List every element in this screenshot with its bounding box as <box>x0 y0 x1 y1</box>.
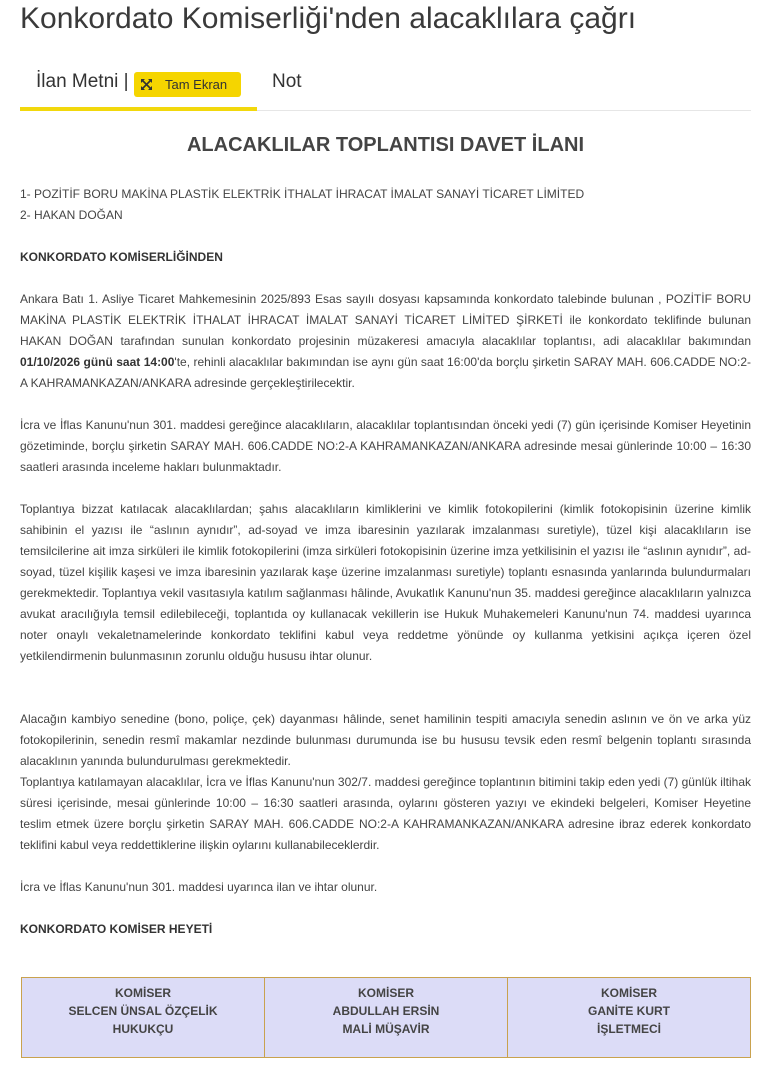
commissioner-title: HUKUKÇU <box>112 1022 174 1036</box>
paragraph-bills: Alacağın kambiyo senedine (bono, poliçe, çek) dayanması hâlinde, senet hamilinin tespiti amacıyla senedin aslının ve ön ve arka yüz fotokopilerinin, senedin resmî makamlar nezdinde bulunması durumunda ise bu hususu tevsik eden resmî belgenin toplantı sırasında alacaklının yanında bulundurulması gerekmektedir. <box>20 712 751 768</box>
commissioner-cell <box>265 978 508 1058</box>
tab-note[interactable]: Not <box>272 71 302 92</box>
commissioner-role: KOMİSER <box>357 986 414 1000</box>
document-heading: ALACAKLILAR TOPLANTISI DAVET İLANI <box>186 134 585 156</box>
page-title: Konkordato Komiserliği'nden alacaklılara çağrı <box>20 2 637 35</box>
meeting-datetime: 01/10/2026 günü saat 14:00 <box>20 355 175 369</box>
commissioner-cell <box>508 978 751 1058</box>
party-item: 2- HAKAN DOĞAN <box>20 208 123 222</box>
commissioner-name: ABDULLAH ERSİN <box>332 1004 440 1018</box>
commissioner-cell <box>22 978 265 1058</box>
paragraph-attendance: Toplantıya bizzat katılacak alacaklılardan; şahıs alacaklıların kimliklerini ve kimlik fotokopilerini (kimlik fotokopisinin üzerine kimlik sahibinin el yazısı ile “aslının aynıdır”, ad-soyad ve imza ibaresinin yazılarak imzalanması suretiyle), tüzel kişi alacaklıların ise temsilcilerine ait imza sirküleri ile kimlik fotokopilerini (imza sirküleri fotokopisinin üzerine imza yetkilisinin el yazısı ile “aslının aynıdır”, ad-soyad, tüzel kişilik kaşesi ve imza ibaresinin yazılarak kaşe üzerine imzalanması suretiyle) toplantı esnasında yanlarında bulundurmaları gerekmektedir. Toplantıya vekil vasıtasıyla katılım sağlanması hâlinde, Avukatlık Kanunu'nun 35. maddesi gereğince alacaklıların yalnızca avukat aracılığıyla temsil edilebileceği, toplantıda oy kullanacak vekillerin ise Hukuk Muhakemeleri Kanunu'nun 74. maddesi uyarınca noter onaylı vekaletnamelerinde konkordato teklifini kabul veya reddetme yönünde oy kullanma yetkisini açıkça içeren özel yetkilendirmenin bulunmasının zorunlu olduğu hususu ihtar olunur. <box>20 502 751 663</box>
paragraph-absentees: Toplantıya katılamayan alacaklılar, İcra ve İflas Kanunu'nun 302/7. maddesi gereğince toplantının bitimini takip eden yedi (7) günlük iltihak süresi içerisinde, mesai günlerinde 10:00 – 16:30 saatleri arasında, oylarını gösteren yazıyı ve ekindeki belgeleri, Komiser Heyetine teslim etmek üzere borçlu şirketin SARAY MAH. 606.CADDE NO:2-A KAHRAMANKAZAN/ANKARA adresine ibraz ederek konkordato teklifini kabul veya reddettiklerine ilişkin oylarını kullanabileceklerdir. <box>20 775 751 852</box>
tab-ilan-metni[interactable] <box>20 62 257 111</box>
fullscreen-button[interactable] <box>134 72 241 97</box>
paragraph-meeting-date: Ankara Batı 1. Asliye Ticaret Mahkemesinin 2025/893 Esas sayılı dosyası kapsamında konkordato talebinde bulunan , POZİTİF BORU MAKİNA PLASTİK ELEKTRİK İTHALAT İHRACAT İMALAT SANAYİ TİCARET LİMİTED ŞİRKETİ ile konkordato teklifinde bulunan HAKAN DOĞAN tarafından sunulan konkordato projesinin müzakeresi amacıyla alacaklılar toplantısı, adi alacaklılar bakımından 01/10/2026 günü saat 14:00'te, rehinli alacaklılar bakımından ise aynı gün saat 16:00'da borçlu şirketin SARAY MAH. 606.CADDE NO:2-A KAHRAMANKAZAN/ANKARA adresinde gerçekleştirilecektir. <box>20 292 751 390</box>
section-title: KONKORDATO KOMİSERLİĞİNDEN <box>20 250 223 264</box>
table-row <box>22 978 751 1058</box>
paragraph-notice: İcra ve İflas Kanunu'nun 301. maddesi uyarınca ilan ve ihtar olunur. <box>20 880 378 894</box>
expand-arrows-icon <box>140 78 153 91</box>
tab-ilan-metni-label: İlan Metni | <box>36 71 129 92</box>
board-title: KONKORDATO KOMİSER HEYETİ <box>20 922 213 936</box>
party-item: 1- POZİTİF BORU MAKİNA PLASTİK ELEKTRİK İTHALAT İHRACAT İMALAT SANAYİ TİCARET LİMİTED <box>20 187 585 201</box>
commissioner-table <box>21 977 751 1058</box>
commissioner-title: MALİ MÜŞAVİR <box>342 1022 430 1036</box>
commissioner-name: GANİTE KURT <box>588 1004 670 1018</box>
commissioner-name: SELCEN ÜNSAL ÖZÇELİK <box>68 1004 218 1018</box>
commissioner-role: KOMİSER <box>600 986 657 1000</box>
paragraph-inspection: İcra ve İflas Kanunu'nun 301. maddesi gereğince alacaklıların, alacaklılar toplantısından önceki yedi (7) gün içerisinde Komiser Heyetinin gözetiminde, borçlu şirketin SARAY MAH. 606.CADDE NO:2-A KAHRAMANKAZAN/ANKARA adresinde mesai günlerinde 10:00 – 16:30 saatleri arasında inceleme hakları bulunmaktadır. <box>20 418 751 474</box>
party-list <box>20 184 751 226</box>
commissioner-role: KOMİSER <box>114 986 171 1000</box>
tab-bar <box>20 62 751 111</box>
fullscreen-button-label: Tam Ekran <box>165 77 228 92</box>
commissioner-title: İŞLETMECİ <box>596 1022 661 1036</box>
